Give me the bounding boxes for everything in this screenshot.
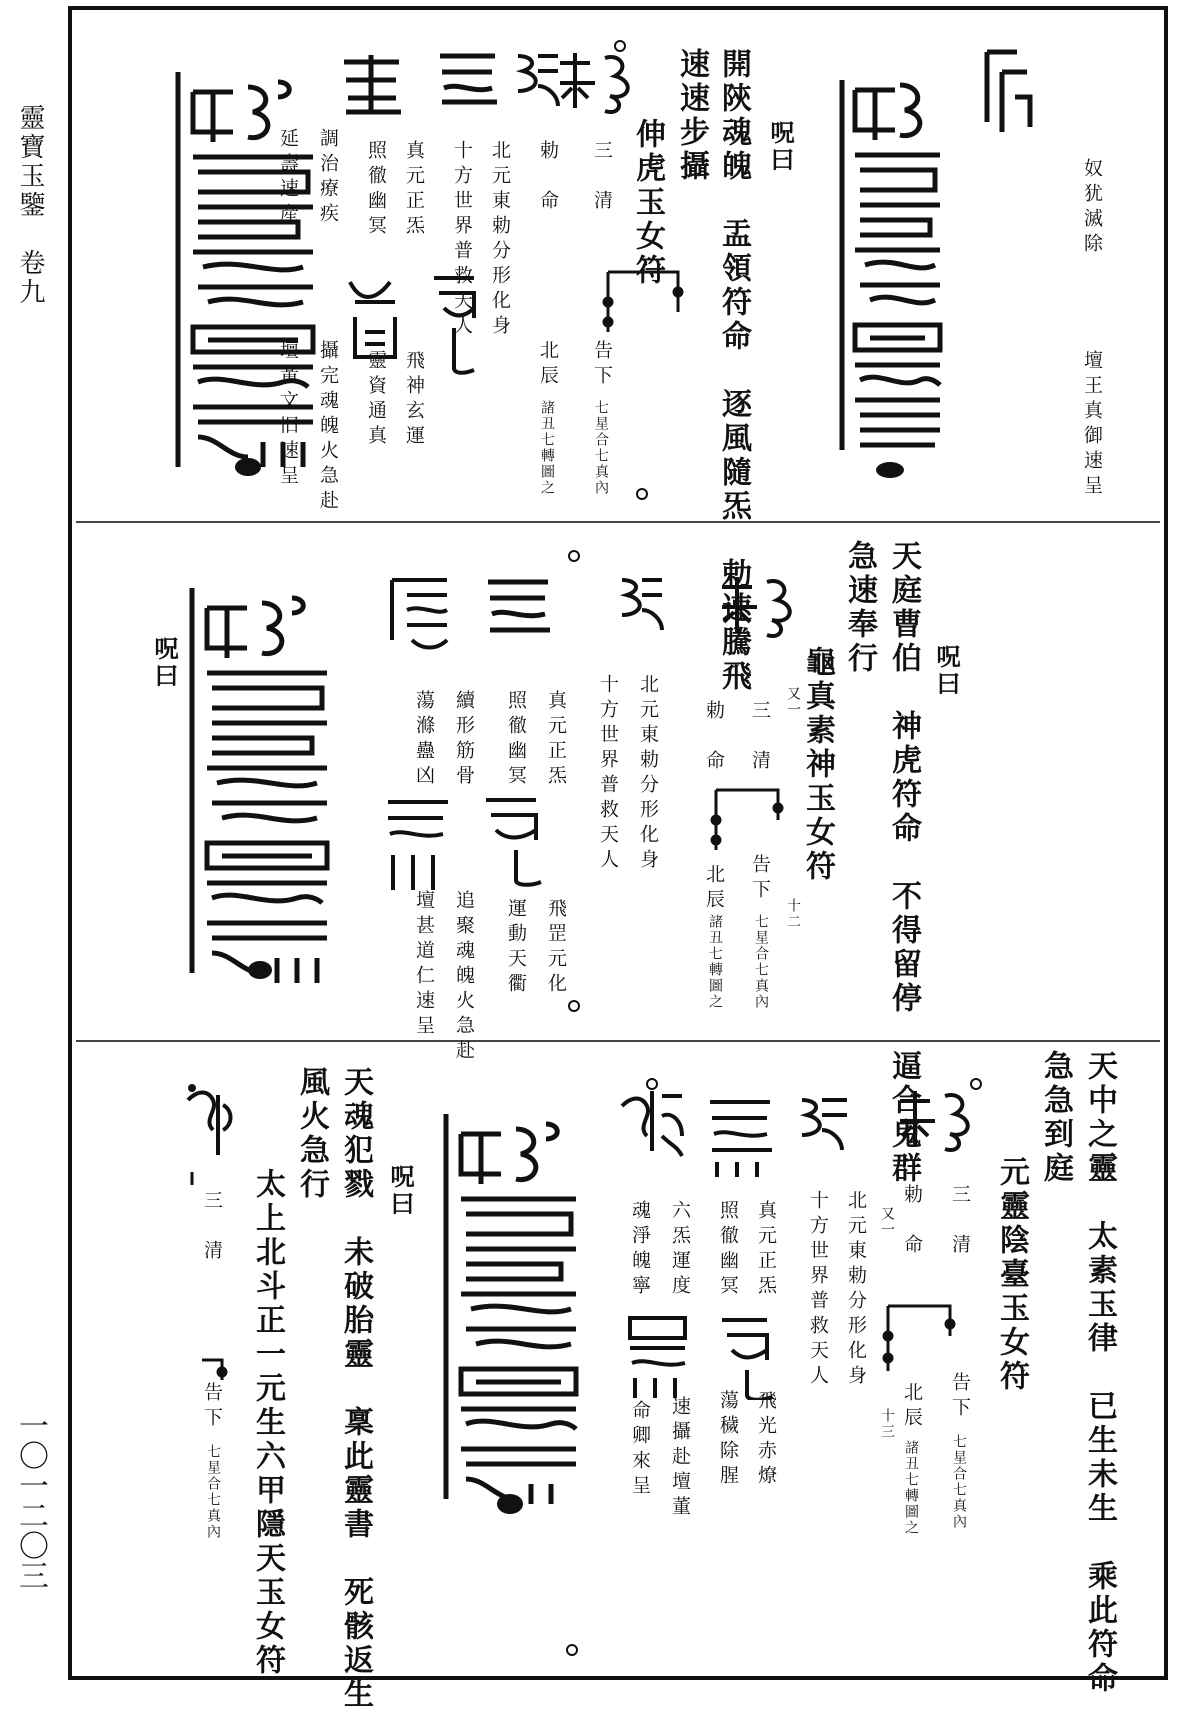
connector-line-icon bbox=[880, 1296, 970, 1386]
text-column: 壇甚道仁速呈 bbox=[413, 890, 435, 1040]
text-column: 真元正炁 bbox=[545, 690, 567, 790]
heading-zhouyue: 呪曰 bbox=[386, 1164, 415, 1218]
text-column: 十方世界普救天人 bbox=[597, 674, 619, 874]
glyph-cluster-icon bbox=[476, 790, 556, 890]
text-column: 十三 bbox=[879, 1408, 895, 1440]
text-column: 開陝魂魄 盂領符命 逐風隨炁 勅速騰飛 bbox=[716, 48, 751, 694]
text-column: 七星合七真內 bbox=[951, 1434, 967, 1530]
talisman-seal-icon bbox=[436, 1104, 586, 1524]
connector-line-icon bbox=[198, 1350, 238, 1390]
text-column: 北辰 bbox=[901, 1382, 923, 1432]
heading-zhouyue: 呪曰 bbox=[932, 644, 961, 698]
text-column: 七星合七真內 bbox=[753, 914, 769, 1010]
text-column: 天中之靈 太素玉律 已生未生 乘此符命 bbox=[1082, 1050, 1117, 1696]
text-column: 七星合七真內 bbox=[593, 400, 609, 496]
text-column: 壇王真御速呈 bbox=[1081, 350, 1103, 500]
text-column: 勅 命 bbox=[703, 700, 725, 775]
text-column: 三 清 bbox=[591, 140, 613, 215]
text-column: 北元東勅分形化身 bbox=[637, 674, 659, 874]
glyph-cluster-icon bbox=[480, 570, 560, 650]
text-column: 照徹幽冥 bbox=[505, 690, 527, 790]
text-column: 蕩滌蠱凶 bbox=[413, 690, 435, 790]
glyph-cluster-icon bbox=[424, 268, 484, 378]
text-column: 勅 命 bbox=[901, 1184, 923, 1259]
talisman-title: 伸虎玉女符 bbox=[630, 118, 665, 288]
text-column: 七星合七真內 bbox=[205, 1444, 221, 1540]
text-column: 真元正炁 bbox=[755, 1200, 777, 1300]
text-column: 天魂犯戮 未破胎靈 稟此靈書 死骸返生 bbox=[338, 1066, 373, 1712]
text-column: 奴犹滅除 bbox=[1081, 158, 1103, 258]
text-column: 調治療疾 bbox=[317, 128, 339, 228]
text-column: 諸丑七轉圖之 bbox=[903, 1440, 919, 1536]
glyph-cluster-icon bbox=[178, 1080, 238, 1200]
heading-zhouyue: 呪曰 bbox=[150, 636, 179, 690]
section-divider-2 bbox=[76, 1040, 1160, 1042]
text-column: 照徹幽冥 bbox=[717, 1200, 739, 1300]
text-column: 攝完魂魄火急赴 bbox=[317, 340, 339, 515]
talisman-title: 太上北斗正一元生六甲隱天玉女符 bbox=[250, 1168, 285, 1678]
text-column: 六炁運度 bbox=[669, 1200, 691, 1300]
text-column: 諸丑七轉圖之 bbox=[707, 914, 723, 1010]
circle-mark bbox=[566, 1644, 578, 1656]
text-column: 十二 bbox=[785, 898, 801, 930]
glyph-cluster-icon bbox=[612, 570, 672, 650]
text-column: 十方世界普救天人 bbox=[807, 1190, 829, 1390]
glyph-cluster-icon bbox=[378, 790, 458, 900]
text-column: 三 清 bbox=[749, 700, 771, 775]
glyph-cluster-icon bbox=[382, 570, 462, 660]
text-column: 告下 bbox=[949, 1372, 971, 1422]
text-column: 風火急行 bbox=[294, 1066, 329, 1202]
text-column: 告下 bbox=[749, 854, 771, 904]
heading-zhouyue: 呪曰 bbox=[766, 120, 795, 174]
text-column: 北元東勅分形化身 bbox=[489, 140, 511, 340]
text-column: 又一 bbox=[785, 686, 801, 718]
glyph-cluster-icon bbox=[508, 46, 568, 116]
text-column: 北辰 bbox=[537, 340, 559, 390]
glyph-cluster-icon bbox=[890, 1076, 990, 1166]
text-column: 急速奉行 bbox=[842, 540, 877, 676]
text-column: 續形筋骨 bbox=[453, 690, 475, 790]
page-number: 一〇一二〇三 bbox=[13, 1410, 48, 1590]
text-column: 延壽速產 bbox=[277, 128, 299, 228]
text-column: 照徹幽冥 bbox=[365, 140, 387, 240]
text-column: 飛神玄運 bbox=[403, 350, 425, 450]
text-column: 北辰 bbox=[703, 864, 725, 914]
connector-line-icon bbox=[708, 780, 798, 860]
text-column: 十方世界普救天人 bbox=[451, 140, 473, 340]
connector-line-icon bbox=[600, 262, 690, 482]
glyph-cluster-icon bbox=[620, 1308, 700, 1408]
glyph-cluster-icon bbox=[336, 50, 406, 120]
glyph-cluster-icon bbox=[340, 272, 410, 382]
seal-glyph-icon bbox=[977, 42, 1037, 142]
circle-mark bbox=[568, 550, 580, 562]
text-column: 諸丑七轉圖之 bbox=[539, 400, 555, 496]
text-column: 速攝赴壇董 bbox=[669, 1396, 691, 1521]
glyph-cluster-icon bbox=[432, 44, 502, 114]
text-column: 真元正炁 bbox=[403, 140, 425, 240]
text-column: 天庭曹伯 神虎符命 不得留停 逼合鬼群 bbox=[886, 540, 921, 1186]
talisman-title: 龜真素神玉女符 bbox=[800, 646, 835, 884]
page-frame bbox=[68, 6, 1168, 1712]
text-column: 蕩穢除腥 bbox=[717, 1390, 739, 1490]
text-column: 靈資通真 bbox=[365, 350, 387, 450]
text-column: 魂淨魄寧 bbox=[629, 1200, 651, 1300]
text-column: 壇黃文旧速呈 bbox=[277, 340, 299, 490]
circle-mark bbox=[568, 1000, 580, 1012]
text-column: 飛光赤燎 bbox=[755, 1390, 777, 1490]
text-column: 運動天衢 bbox=[505, 898, 527, 998]
glyph-cluster-icon bbox=[792, 1090, 862, 1170]
text-column: 告下 bbox=[591, 340, 613, 390]
section-divider-1 bbox=[76, 521, 1160, 523]
talisman-title: 元靈陰臺玉女符 bbox=[994, 1156, 1029, 1394]
glyph-cluster-icon bbox=[712, 562, 812, 642]
glyph-cluster-icon bbox=[702, 1090, 782, 1180]
glyph-cluster-icon bbox=[612, 1076, 692, 1176]
text-column: 追聚魂魄火急赴 bbox=[453, 890, 475, 1065]
text-column: 三 清 bbox=[949, 1184, 971, 1259]
text-column: 北元東勅分形化身 bbox=[845, 1190, 867, 1390]
text-column: 勅 命 bbox=[537, 140, 559, 215]
book-title: 靈寶玉鑒 卷九 bbox=[15, 104, 45, 307]
glyph-cluster-icon bbox=[712, 1310, 782, 1400]
circle-mark bbox=[636, 488, 648, 500]
talisman-seal-icon bbox=[168, 62, 328, 482]
text-column: 急急到庭 bbox=[1038, 1050, 1073, 1186]
text-column: 速速步攝 bbox=[674, 48, 709, 184]
text-column: 三 清 bbox=[201, 1190, 223, 1265]
talisman-seal-icon bbox=[830, 70, 950, 480]
text-column: 又一 bbox=[879, 1206, 895, 1238]
text-column: 飛罡元化 bbox=[545, 898, 567, 998]
text-column: 命卿來呈 bbox=[629, 1400, 651, 1500]
text-column: 告下 bbox=[201, 1382, 223, 1432]
talisman-seal-icon bbox=[182, 578, 342, 998]
